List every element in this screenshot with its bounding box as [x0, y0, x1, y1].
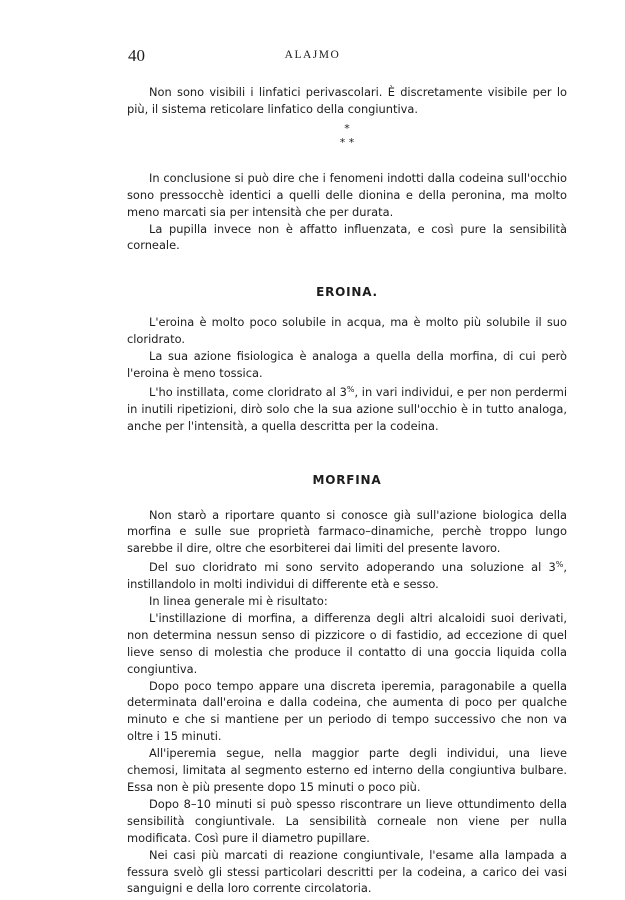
asterism-bottom: * * — [339, 135, 355, 149]
morfina-paragraph-3: In linea generale mi è risultato: — [149, 594, 328, 609]
conclusion-paragraph-2: La pupilla invece non è affatto influenzata, e così pure la sensibilità corneale. — [127, 221, 567, 253]
section-heading-eroina: EROINA. — [316, 285, 378, 300]
morfina-paragraph-7: Dopo 8–10 minuti si può spesso riscontrare un lieve ottundimento della sensibilità congiuntivale. La sensibilità corneale non viene per nulla modificata. Così pure il diametro pupillare. — [127, 796, 567, 845]
section-heading-morfina: MORFINA — [312, 472, 382, 487]
percent-sign: % — [555, 560, 564, 570]
morfina-paragraph-2-end: , instillandolo in molti individui di differente età e sesso. — [127, 560, 567, 592]
running-head: ALAJMO — [284, 49, 341, 61]
morfina-paragraph-5: Dopo poco tempo appare una discreta iperemia, paragonabile a quella determinata dall'eroina e dalla codeina, che aumenta di poco per qualche minuto e che si mantiene per un periodo di tempo successivo che non va oltre i 15 minuti. — [127, 678, 567, 744]
morfina-paragraph-2-start: Del suo cloridrato mi sono servito adoperando una soluzione al 3 — [149, 560, 556, 575]
eroina-paragraph-2: La sua azione fisiologica è analoga a quella della morfina, di cui però l'eroina è meno tossica. — [127, 349, 567, 380]
morfina-paragraph-6: All'iperemia segue, nella maggior parte degli individui, una lieve chemosi, limitata al segmento esterno ed interno della congiuntiva bulbare. Essa non è più presente dopo 15 minuti o poco più. — [127, 746, 567, 794]
asterism-separator — [127, 118, 567, 170]
eroina-paragraph-3-end: , in vari individui, e per non perdermi in inutili ripetizioni, dirò solo che la sua azione sull'occhio è in tutto analoga, anche per l'intensità, a quella descritta per la codeina. — [127, 384, 567, 433]
morfina-paragraph-2 — [127, 557, 567, 593]
eroina-paragraph-1: L'eroina è molto poco solubile in acqua, ma è molto più solubile il suo cloridrato. — [127, 315, 567, 347]
eroina-paragraph-3-start: L'ho instillata, come cloridrato al 3 — [149, 384, 347, 399]
conclusion-paragraph-1: In conclusione si può dire che i fenomeni indotti dalla codeina sull'occhio sono pressocchè identici a quelli delle dionina e della peronina, ma molto meno marcati sia per intensità che per durata. — [127, 170, 567, 219]
morfina-paragraph-4: L'instillazione di morfina, a differenza degli altri alcaloidi suoi derivati, non determina nessun senso di pizzicore o di fastidio, ad eccezione di quel lieve senso di molestia che produce il contatto di una goccia liquida colla congiuntiva. — [127, 610, 567, 676]
percent-sign: % — [346, 384, 355, 394]
page-body — [127, 84, 567, 897]
eroina-paragraph-3 — [127, 382, 567, 435]
asterism-top: * — [344, 121, 350, 135]
morfina-paragraph-8: Nei casi più marcati di reazione congiuntivale, l'esame alla lampada a fessura svelò gli stessi particolari descritti per la codeina, a carico dei vasi sanguigni e della loro corrente circolatoria. — [127, 847, 567, 896]
page-number: 40 — [128, 46, 145, 65]
morfina-paragraph-1: Non starò a riportare quanto si conosce già sull'azione biologica della morfina e sulle sue proprietà farmaco–dinamiche, perchè troppo lungo sarebbe il dire, oltre che esorbiterei dai limiti del presente lavoro. — [127, 507, 567, 556]
intro-paragraph: Non sono visibili i linfatici perivascolari. È discretamente visibile per lo più, il sistema reticolare linfatico della congiuntiva. — [127, 85, 567, 116]
